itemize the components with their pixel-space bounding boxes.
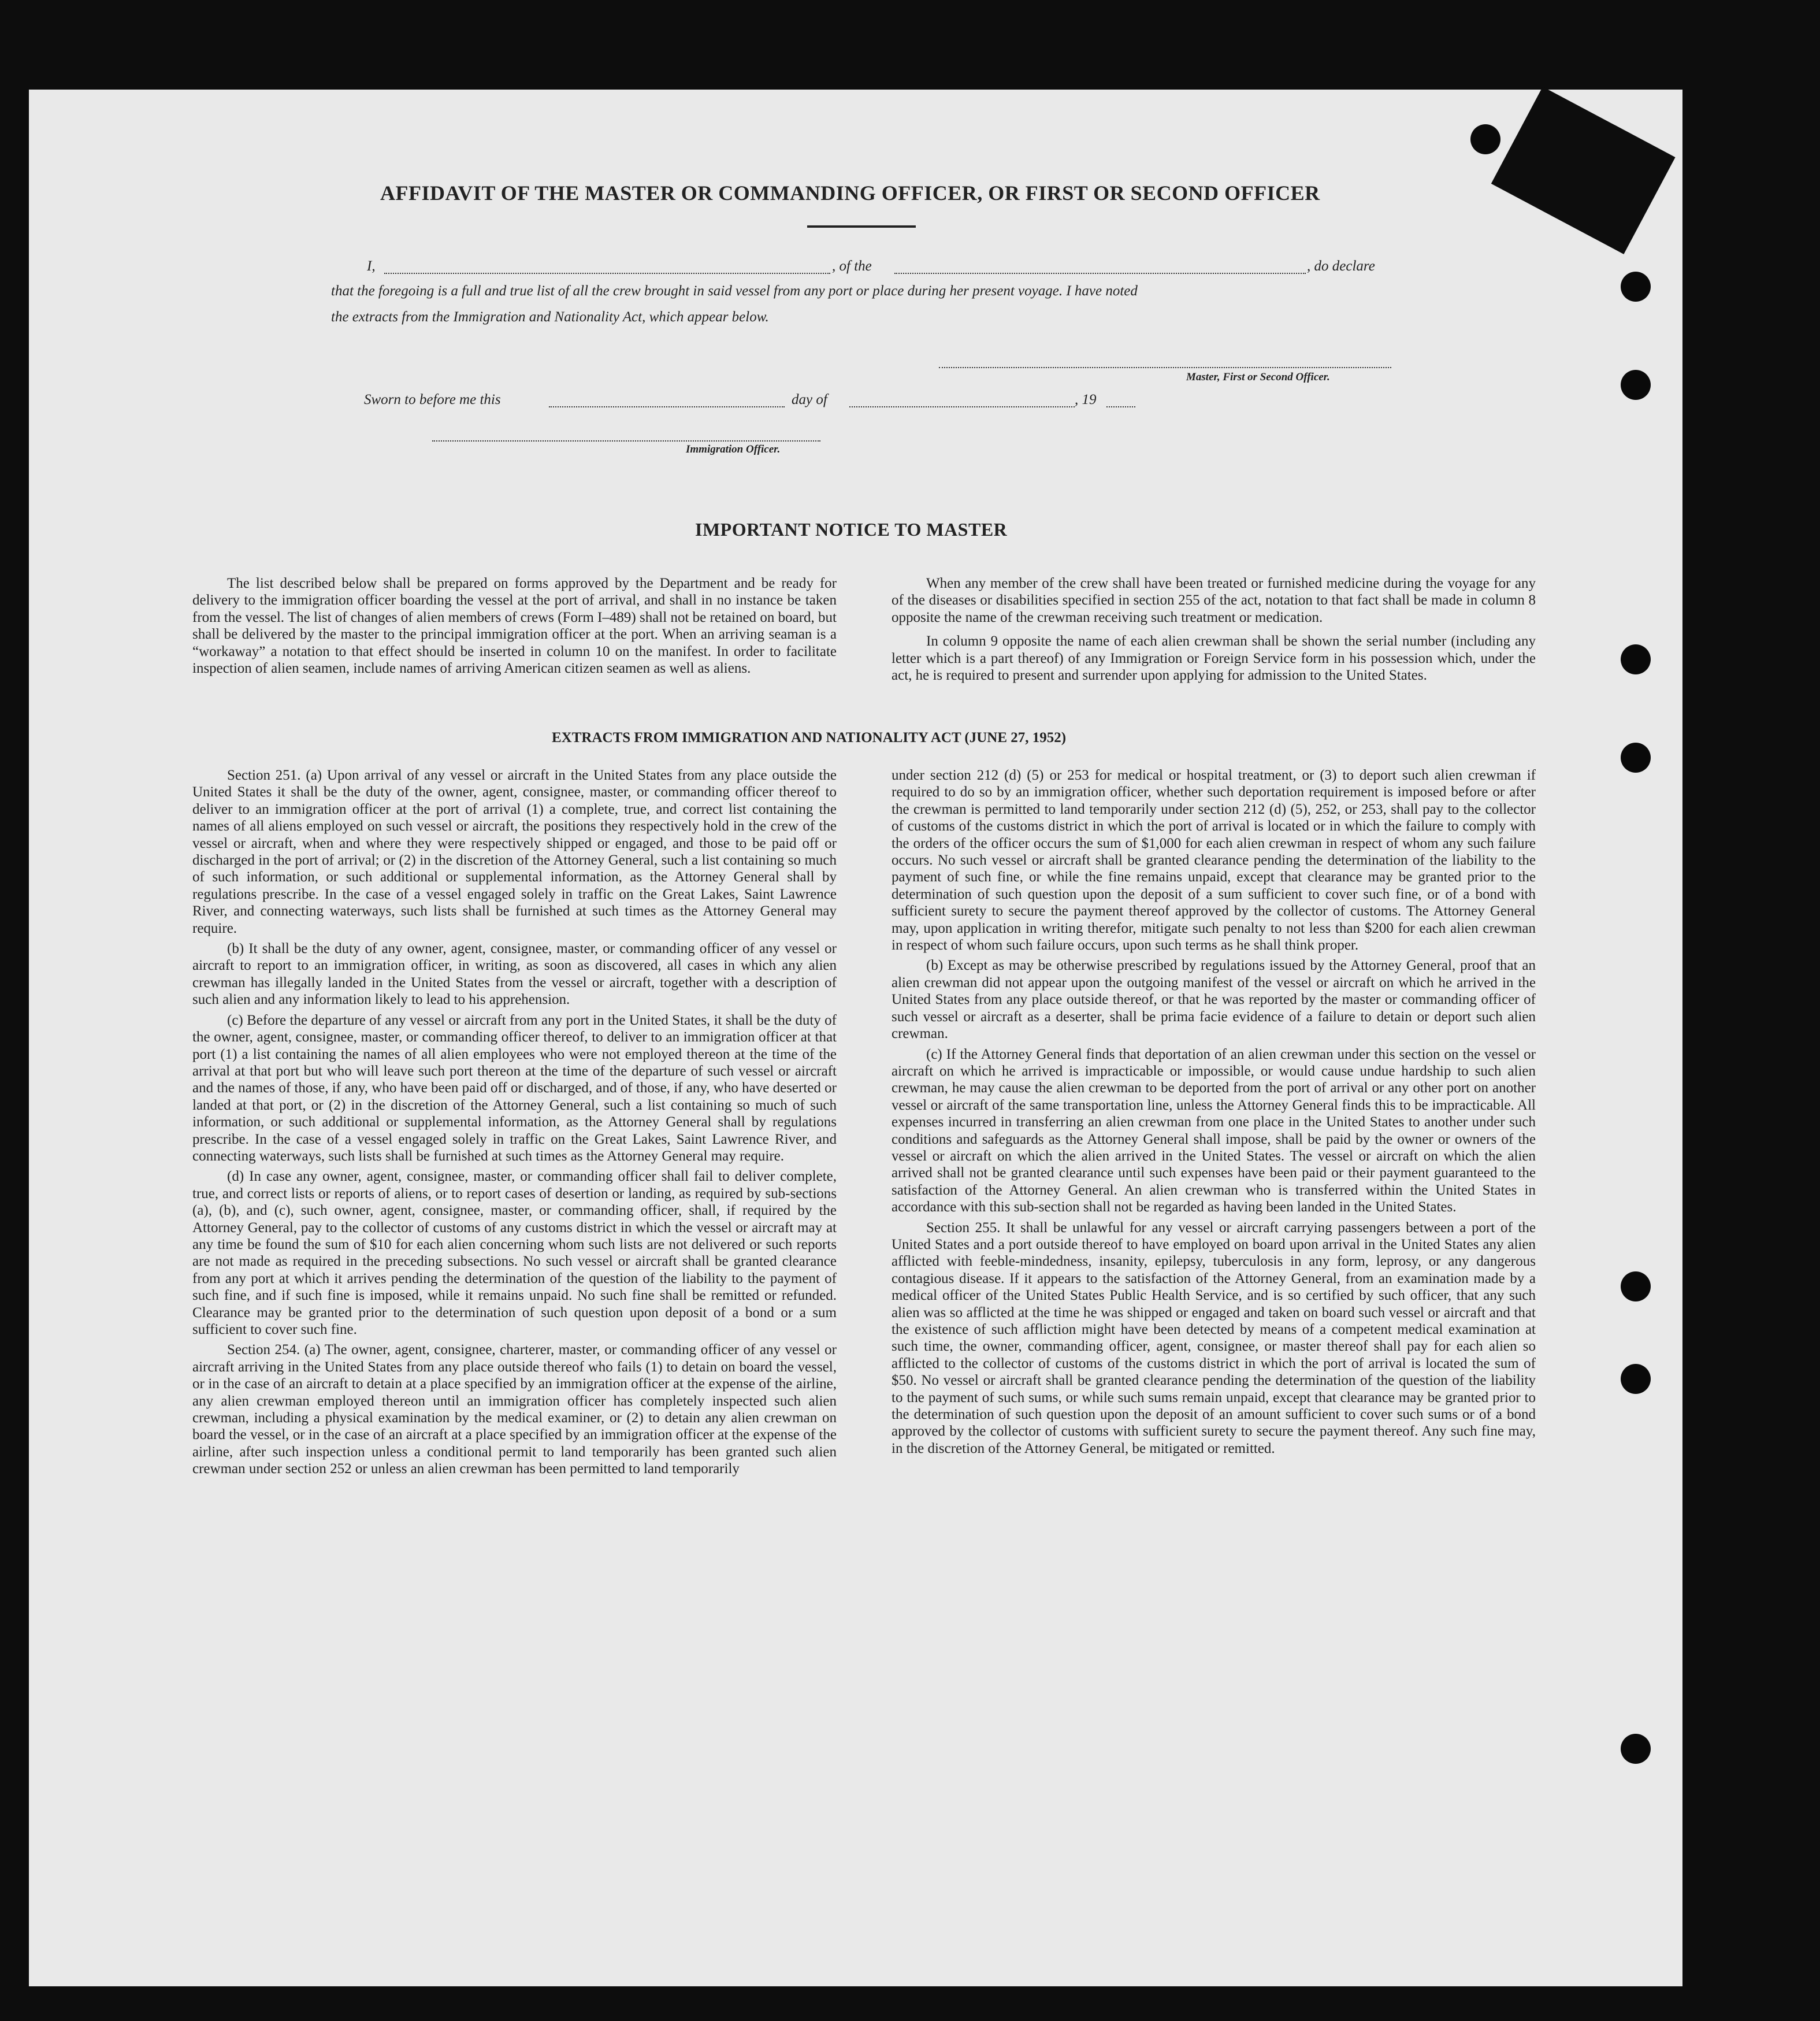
sworn-month-field[interactable] bbox=[849, 406, 1075, 407]
section-paragraph: (c) If the Attorney General finds that deportation of an alien crewman under this section on the vessel or aircraft on which he arrived is impracticable or impossible, or would cause undue hardship to such alien crewman, he may cause the alien crewman to be deported from the port of arrival or any other port on another vessel or aircraft of the same transportation line, unless the Attorney General finds this to be impracticable. All expenses incurred in transferring an alien crewman from one place in the United States to another under such conditions and safeguards as the Attorney General shall impose, shall be paid by the owner or owners of the vessel or aircraft on which the alien arrived in the United States. The vessel or aircraft on which the alien arrived shall not be granted clearance until such expenses have been paid or their payment guaranteed to the satisfaction of the Attorney General. An alien crewman who is transferred within the United States in accordance with this sub-section shall not be regarded as having been landed in the United States. bbox=[892, 1046, 1536, 1215]
year-label: , 19 bbox=[1075, 392, 1097, 407]
binder-hole bbox=[1621, 1734, 1651, 1764]
section-paragraph: (c) Before the departure of any vessel or aircraft from any port in the United States, it shall be the duty of the owner, agent, consignee, master, or commanding officer thereof, to deliver to an immigration officer at that port (1) a list containing the names of all alien employees who were not employed thereon at the time of the arrival at that port but who will leave such port thereon at the time of the departure of such vessel or aircraft and the names of those, if any, who have been paid off or discharged, and of those, if any, who have deserted or landed at that port, or (2) in the discretion of the Attorney General, such a list containing so much of such information, or such additional or supplemental information, as the Attorney General shall by regulations prescribe. In the case of a vessel engaged solely in traffic on the Great Lakes, Saint Lawrence River, and connecting waterways, such lists shall be furnished at such times as the Attorney General may require. bbox=[192, 1012, 837, 1164]
notice-paragraph: In column 9 opposite the name of each alien crewman shall be shown the serial number (including any letter which is a part thereof) of any Immigration or Foreign Service form in his possession which, under the act, he is required to present and surrender upon applying for admission to the United States. bbox=[892, 633, 1536, 684]
sworn-day-field[interactable] bbox=[549, 406, 785, 407]
binder-hole bbox=[1621, 644, 1651, 674]
officer-signature-field[interactable] bbox=[432, 440, 820, 442]
section-paragraph: (d) In case any owner, agent, consignee, master, or commanding officer shall fail to deliver complete, true, and correct lists or reports of aliens, or to report cases of desertion or landing, as required by sub-sections (a), (b), and (c), such owner, agent, consignee, master, or commanding officer, shall, if required by the Attorney General, pay to the collector of customs of any customs district in which the vessel or aircraft may at any time be found the sum of $10 for each alien concerning whom such lists are not delivered or such reports are not made as required in the preceding subsections. No such vessel or aircraft shall be granted clearance from any port at which it arrives pending the determination of the question of the liability to the payment of such fine, and if such fine is imposed, while it remains unpaid. No such fine shall be remitted or refunded. Clearance may be granted prior to the determination of such question upon deposit of a bond or a sum sufficient to cover such fine. bbox=[192, 1169, 837, 1337]
section-paragraph: Section 254. (a) The owner, agent, consignee, charterer, master, or commanding officer of any vessel or aircraft arriving in the United States from any place outside thereof who fails (1) to detain on board the vessel, or in the case of an aircraft to detain at a place specified by an immigration officer at the expense of the airline, any alien crewman employed thereon until an immigration officer has completely inspected such alien crewman, including a physical examination by the medical examiner, or (2) to detain any alien crewman on board the vessel, or in the case of an aircraft at a place specified by an immigration officer at the expense of the airline, after such inspection unless a conditional permit to land temporarily has been granted such alien crewman under section 252 or unless an alien crewman has been permitted to land temporarily bbox=[192, 1342, 837, 1477]
notice-paragraph: When any member of the crew shall have been treated or furnished medicine during the voyage for any of the diseases or disabilities specified in section 255 of the act, notation to that fact shall be made in column 8 opposite the name of the crewman receiving such treatment or medication. bbox=[892, 576, 1536, 625]
binder-hole bbox=[1621, 1364, 1651, 1394]
binder-hole bbox=[1470, 124, 1500, 154]
master-signature-field[interactable] bbox=[939, 367, 1391, 368]
notice-right-column bbox=[892, 575, 1536, 684]
title-rule bbox=[807, 225, 916, 228]
vessel-name-field[interactable] bbox=[894, 273, 1306, 274]
binder-hole bbox=[1621, 272, 1651, 302]
notice-left-column bbox=[192, 575, 837, 677]
section-paragraph: Section 255. It shall be unlawful for any vessel or aircraft carrying passengers between a port of the United States and a port outside thereof to have employed on board upon arrival in the United States any alien afflicted with feeble-mindedness, insanity, epilepsy, tuberculosis in any form, leprosy, or any dangerous contagious disease. If it appears to the satisfaction of the Attorney General, from an examination made by a medical officer of the United States Public Health Service, and is so certified by such officer, that any such alien was so afflicted at the time he was shipped or engaged and taken on board such vessel or aircraft and that the existence of such affliction might have been detected by means of a competent medical examination at such time, the owner, commanding officer, agent, consignee, or master thereof shall pay for each alien so afflicted to the collector of customs of the customs district in which the port of arrival is located the sum of $50. No vessel or aircraft shall be granted clearance pending the determination of the question of the liability to the payment of such sums, or while such sums remain unpaid, except that clearance may be granted prior to the determination of such question upon the deposit of an amount sufficient to cover such sums or of a bond approved by the collector of customs with sufficient surety to secure the payment thereof. Any such fine may, in the discretion of the Attorney General, be mitigated or remitted. bbox=[892, 1219, 1536, 1456]
declarant-name-field[interactable] bbox=[384, 273, 830, 274]
day-of-label: day of bbox=[792, 392, 827, 407]
notice-title: IMPORTANT NOTICE TO MASTER bbox=[695, 519, 1008, 540]
declare-label: , do declare bbox=[1307, 258, 1375, 274]
affidavit-statement-line2: the extracts from the Immigration and Nationality Act, which appear below. bbox=[331, 309, 769, 325]
binder-hole bbox=[1621, 743, 1651, 773]
notice-paragraph: The list described below shall be prepared on forms approved by the Department and be ready for delivery to the immigration officer boarding the vessel at the port of arrival, and shall in no instance be taken from the vessel. The list of changes of alien members of crews (Form I–489) shall not be retained on board, but shall be delivered by the master to the principal immigration officer at the port. When an arriving seaman is a “workaway” a notation to that effect should be inserted in column 10 on the manifest. In order to facilitate inspection of alien seamen, include names of arriving American citizen seamen as well as aliens. bbox=[192, 576, 837, 677]
section-paragraph: (b) Except as may be otherwise prescribed by regulations issued by the Attorney General, proof that an alien crewman did not appear upon the outgoing manifest of the vessel or aircraft on which he arrived in the United States from any place outside thereof, or that he was reported by the master or commanding officer of such vessel or aircraft as a deserter, shall be prima facie evidence of a failure to detain or deport such alien crewman. bbox=[892, 958, 1536, 1042]
section-paragraph: Section 251. (a) Upon arrival of any vessel or aircraft in the United States from any place outside the United States it shall be the duty of the owner, agent, consignee, master, or commanding officer thereof to deliver to an immigration officer at the port of arrival (1) a complete, true, and correct list containing the names of all aliens employed on such vessel or aircraft, the positions they respectively hold in the crew of the vessel or aircraft, when and where they were respectively shipped or engaged, and those to be paid off or discharged in the port of arrival; or (2) in the discretion of the Attorney General, such a list containing so much of such information, or such additional or supplemental information, as the Attorney General shall by regulations prescribe. In the case of a vessel engaged solely in traffic on the Great Lakes, Saint Lawrence River, and connecting waterways, such lists shall be furnished at such times as the Attorney General may require. bbox=[192, 767, 837, 936]
affidavit-title: AFFIDAVIT OF THE MASTER OR COMMANDING OFFICER, OR FIRST OR SECOND OFFICER bbox=[380, 181, 1320, 205]
master-caption: Master, First or Second Officer. bbox=[1186, 371, 1330, 383]
sworn-year-field[interactable] bbox=[1106, 406, 1135, 407]
sworn-label: Sworn to before me this bbox=[364, 392, 501, 407]
affidavit-statement-line1: that the foregoing is a full and true list of all the crew brought in said vessel from any port or place during her present voyage. I have noted bbox=[331, 283, 1138, 299]
vessel-label: , of the bbox=[832, 258, 872, 274]
extracts-title: EXTRACTS FROM IMMIGRATION AND NATIONALITY ACT (JUNE 27, 1952) bbox=[552, 730, 1067, 746]
binder-hole bbox=[1621, 370, 1651, 400]
section-paragraph: (b) It shall be the duty of any owner, agent, consignee, master, or commanding officer of any vessel or aircraft to report to an immigration officer, in writing, as soon as discovered, all cases in which any alien crewman has illegally landed in the United States from the vessel or aircraft, together with a description of such alien and any information likely to lead to his apprehension. bbox=[192, 941, 837, 1008]
binder-hole bbox=[1621, 1271, 1651, 1301]
officer-caption: Immigration Officer. bbox=[686, 443, 781, 455]
declarant-label: I, bbox=[367, 258, 376, 274]
section-paragraph: under section 212 (d) (5) or 253 for medical or hospital treatment, or (3) to deport such alien crewman if required to do so by an immigration officer, whether such deportation requirement is imposed before or after the crewman is permitted to land temporarily under section 212 (d) (5), 252, or 253, shall pay to the collector of customs of the customs district in which the port of arrival is located or in which the failure to comply with the orders of the officer occurs the sum of $1,000 for each alien crewman in respect of whom any such failure occurs. No such vessel or aircraft shall be granted clearance pending the determination of the liability to the payment of such fine, or while the fine remains unpaid, except that clearance may be granted prior to the determination of such question upon the deposit of a sum sufficient to cover such fine, or of a bond with sufficient surety to secure the payment thereof approved by the collector of customs. The Attorney General may, upon application in writing therefor, mitigate such penalty to not less than $200 for each alien crewman in respect of whom such failure occurs, upon such terms as he shall think proper. bbox=[892, 767, 1536, 954]
extracts-left-column bbox=[192, 767, 837, 1478]
extracts-right-column bbox=[892, 767, 1536, 1457]
